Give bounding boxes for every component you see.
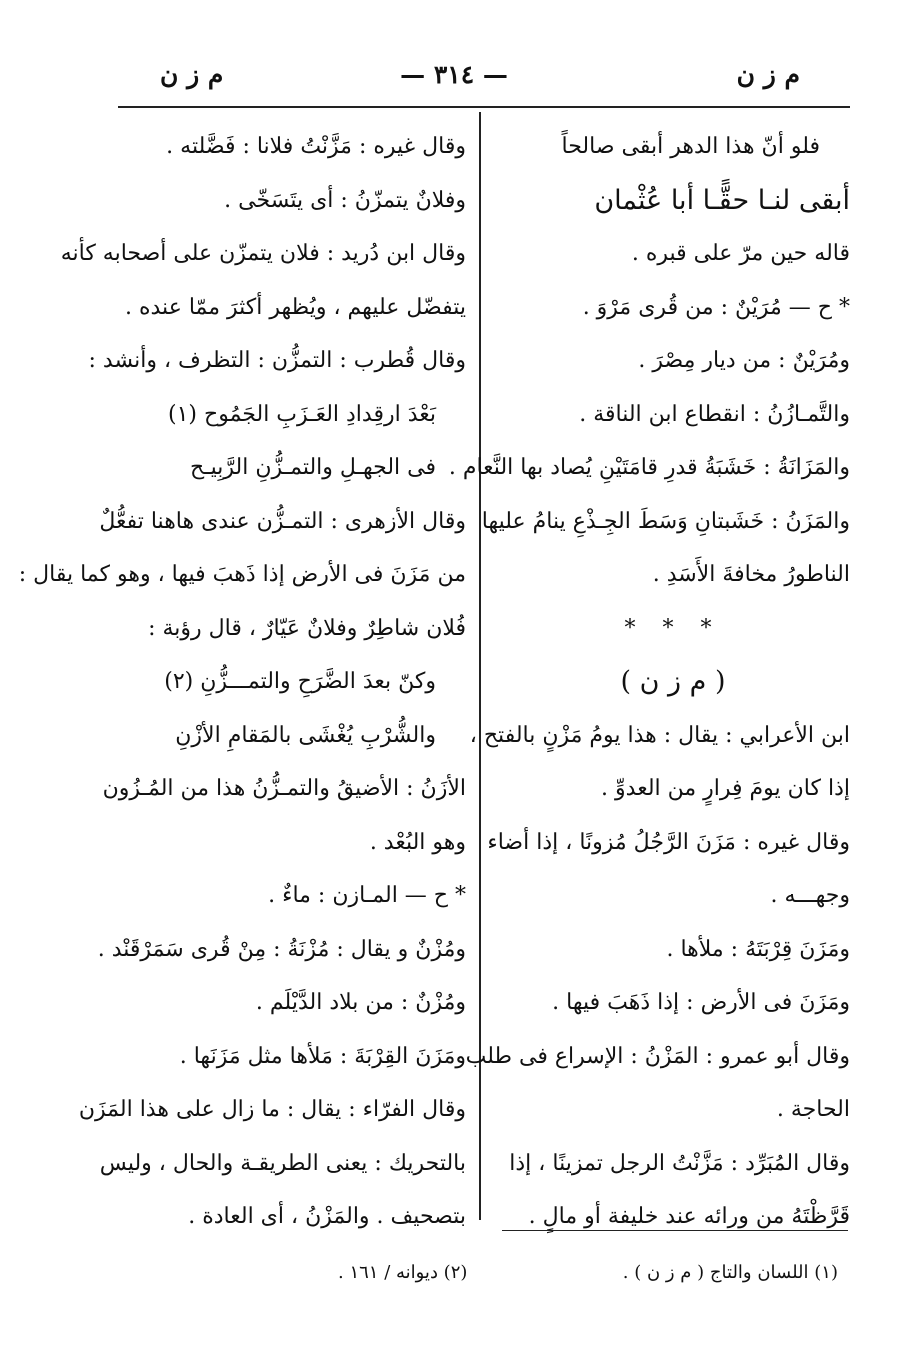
text-line: ومَزَنَ القِرْبَةَ : مَلأها مثل مَزَنَها . bbox=[179, 1043, 466, 1069]
text-line: والشُّرْبِ يُغْشَى بالمَقامِ الأزْنِ bbox=[175, 722, 436, 748]
text-line: وقال أبو عمرو : المَزْنُ : الإسراع فى طلب bbox=[465, 1043, 850, 1069]
text-line: وفلانٌ يتمزّنُ : أى يتَسَخّى . bbox=[224, 187, 466, 213]
text-line: ( م ز ن ) bbox=[620, 666, 726, 697]
text-line: وجهـــه . bbox=[770, 883, 850, 908]
right-column bbox=[448, 120, 850, 1244]
footnote-rule bbox=[502, 1230, 848, 1231]
text-line: بالتحريك : يعنى الطريقـة والحال ، وليس bbox=[99, 1150, 466, 1176]
running-header-right: م ز ن bbox=[736, 60, 800, 89]
text-line: ومُرَيْنٌ : من ديار مِصْرَ . bbox=[638, 348, 850, 373]
text-line: يتفضّل عليهم ، ويُظهر أكثرَ ممّا عنده . bbox=[125, 294, 466, 320]
text-line: قَرَّظْتَهُ من ورائه عند خليفة أو مالٍ . bbox=[528, 1204, 850, 1229]
text-line: فلو أنّ هذا الدهر أبقى صالحاً bbox=[561, 134, 820, 159]
text-line: والمَزَانَةُ : خَشَبَةُ قدرِ قامَتَيْنِ يُصاد بها النَّعام . bbox=[448, 455, 850, 480]
text-line: بتصحيف . والمَزْنُ ، أى العادة . bbox=[188, 1204, 466, 1229]
running-header-left: م ز ن bbox=[160, 60, 224, 89]
footnote-1: (١) اللسان والتاج ( م ز ن ) . bbox=[622, 1262, 838, 1283]
text-line: فى الجهـلِ والتمـزُّنِ الرَّبِيـح bbox=[190, 455, 436, 480]
text-line: وقال الفرّاء : يقال : ما زال على هذا المَزَن bbox=[78, 1097, 466, 1122]
text-line: قاله حين مرّ على قبره . bbox=[631, 241, 850, 266]
text-line: الأزَنُ : الأضيقُ والتمـزُّنُ هذا من المُـزُون bbox=[102, 776, 466, 801]
text-line: وقال المُبَرِّد : مَزَّنْتُ الرجل تمزينًا ، إذا bbox=[509, 1150, 850, 1176]
text-line: الحاجة . bbox=[776, 1097, 850, 1122]
text-line: والتَّمـازُنُ : انقطاع ابن الناقة . bbox=[579, 401, 850, 427]
text-line: الناطورُ مخافةَ الأَسَدِ . bbox=[652, 562, 850, 587]
text-line: أبقى لنـا حقًّـا أبا عُثْمان bbox=[594, 184, 850, 216]
text-line: وهو البُعْد . bbox=[369, 829, 466, 855]
text-line: ابن الأعرابي : يقال : هذا يومُ مَزْنٍ بالفتح ، bbox=[469, 722, 850, 748]
text-line: * ح — مُرَيْنٌ : من قُرى مَرْوَ . bbox=[582, 294, 850, 320]
text-line: وقال ابن دُريد : فلان يتمزّن على أصحابه كأنه bbox=[60, 241, 466, 266]
text-line: بَعْدَ ارقِدادِ العَـزَبِ الجَمُوح (١) bbox=[168, 401, 436, 427]
left-column bbox=[18, 120, 466, 1244]
text-line: ومُزْنٌ : من بلاد الدَّيْلَم . bbox=[255, 990, 466, 1015]
text-line: ومَزَنَ قِرْبَتَهُ : ملأها . bbox=[666, 936, 850, 962]
text-line: ومُزْنٌ و يقال : مُزْنَةُ : مِنْ قُرى سَمَرْقَنْد . bbox=[97, 936, 466, 962]
text-line: وكنّ بعدَ الضَّرَحِ والتمـــزُّنِ (٢) bbox=[164, 669, 436, 694]
text-line: * * * bbox=[624, 615, 722, 641]
text-line: والمَزَنُ : خَشَبتانِ وَسَطَ الجِـذْعِ ينامُ عليها bbox=[481, 508, 850, 534]
text-line: ومَزَنَ فى الأرض : إذا ذَهَبَ فيها . bbox=[552, 990, 850, 1015]
page-number: — ٣١٤ — bbox=[400, 60, 508, 89]
text-line: فُلان شاطِرٌ وفلانٌ عَيّارٌ ، قال رؤبة : bbox=[148, 615, 466, 641]
text-line: وقال غيره : مَزَّنْتُ فلانا : فَضَّلته . bbox=[166, 134, 466, 159]
text-line: وقال غيره : مَزَنَ الرَّجُلُ مُزونًا ، إذا أضاء bbox=[487, 829, 850, 855]
text-line: من مَزَنَ فى الأرض إذا ذَهبَ فيها ، وهو كما يقال : bbox=[18, 562, 466, 587]
header-rule bbox=[118, 106, 850, 108]
text-line: وقال قُطرب : التمزُّن : التظرف ، وأنشد : bbox=[88, 348, 466, 373]
text-line: * ح — المـازن : ماءٌ . bbox=[268, 883, 466, 908]
text-line: وقال الأزهرى : التمـزُّن عندى هاهنا تفعُّلٌ bbox=[99, 508, 466, 534]
footnote-2: (٢) ديوانه / ١٦١ . bbox=[338, 1262, 468, 1283]
text-line: إذا كان يومَ فِرارٍ من العدوِّ . bbox=[601, 776, 850, 801]
